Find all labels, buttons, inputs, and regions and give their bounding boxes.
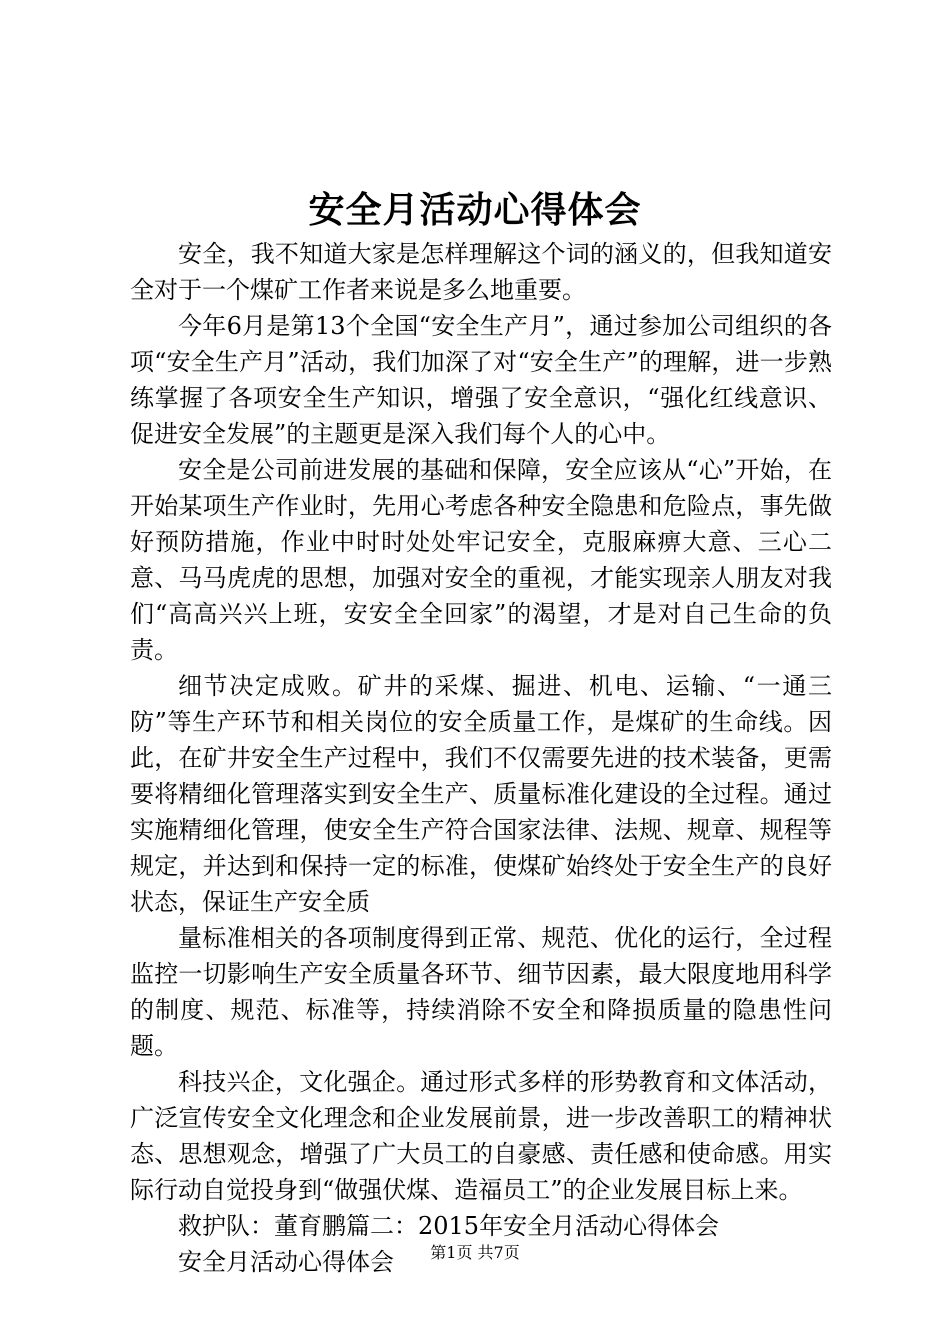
paragraph-1: 安全，我不知道大家是怎样理解这个词的涵义的，但我知道安全对于一个煤矿工作者来说是多么地重要。: [130, 240, 832, 304]
paragraph-4: 细节决定成败。矿井的采煤、掘进、机电、运输、“一通三防”等生产环节和相关岗位的安全质量工作，是煤矿的生命线。因此，在矿井安全生产过程中，我们不仅需要先进的技术装备，更需要将精细化管理落实到安全生产、质量标准化建设的全过程。通过实施精细化管理，使安全生产符合国家法律、法规、规章、规程等规定，并达到和保持一定的标准，使煤矿始终处于安全生产的良好状态，保证生产安全质: [130, 672, 832, 916]
document-body: [130, 236, 832, 1280]
paragraph-7: 救护队：董育鹏篇二：2015年安全月活动心得体会: [178, 1212, 720, 1240]
page-footer: [0, 1242, 950, 1264]
page-number: 第1页: [430, 1243, 473, 1262]
page-total: 共7页: [477, 1243, 520, 1262]
document-title: 安全月活动心得体会: [308, 189, 642, 231]
paragraph-5: 量标准相关的各项制度得到正常、规范、优化的运行，全过程监控一切影响生产安全质量各环节、细节因素，最大限度地用科学的制度、规范、标准等，持续消除不安全和降损质量的隐患性问题。: [130, 924, 832, 1060]
paragraph-2: 今年6月是第13个全国“安全生产月”，通过参加公司组织的各项“安全生产月”活动，我们加深了对“安全生产”的理解，进一步熟练掌握了各项安全生产知识，增强了安全意识，“强化红线意识、促进安全发展”的主题更是深入我们每个人的心中。: [130, 312, 832, 448]
paragraph-6: 科技兴企，文化强企。通过形式多样的形势教育和文体活动，广泛宣传安全文化理念和企业发展前景，进一步改善职工的精神状态、思想观念，增强了广大员工的自豪感、责任感和使命感。用实际行动自觉投身到“做强伏煤、造福员工”的企业发展目标上来。: [130, 1068, 832, 1204]
paragraph-3: 安全是公司前进发展的基础和保障，安全应该从“心”开始，在开始某项生产作业时，先用心考虑各种安全隐患和危险点，事先做好预防措施，作业中时时处处牢记安全，克服麻痹大意、三心二意、马马虎虎的思想，加强对安全的重视，才能实现亲人朋友对我们“高高兴兴上班，安安全全回家”的渴望，才是对自己生命的负责。: [130, 456, 832, 664]
paragraph-8: 安全月活动心得体会: [178, 1248, 394, 1276]
